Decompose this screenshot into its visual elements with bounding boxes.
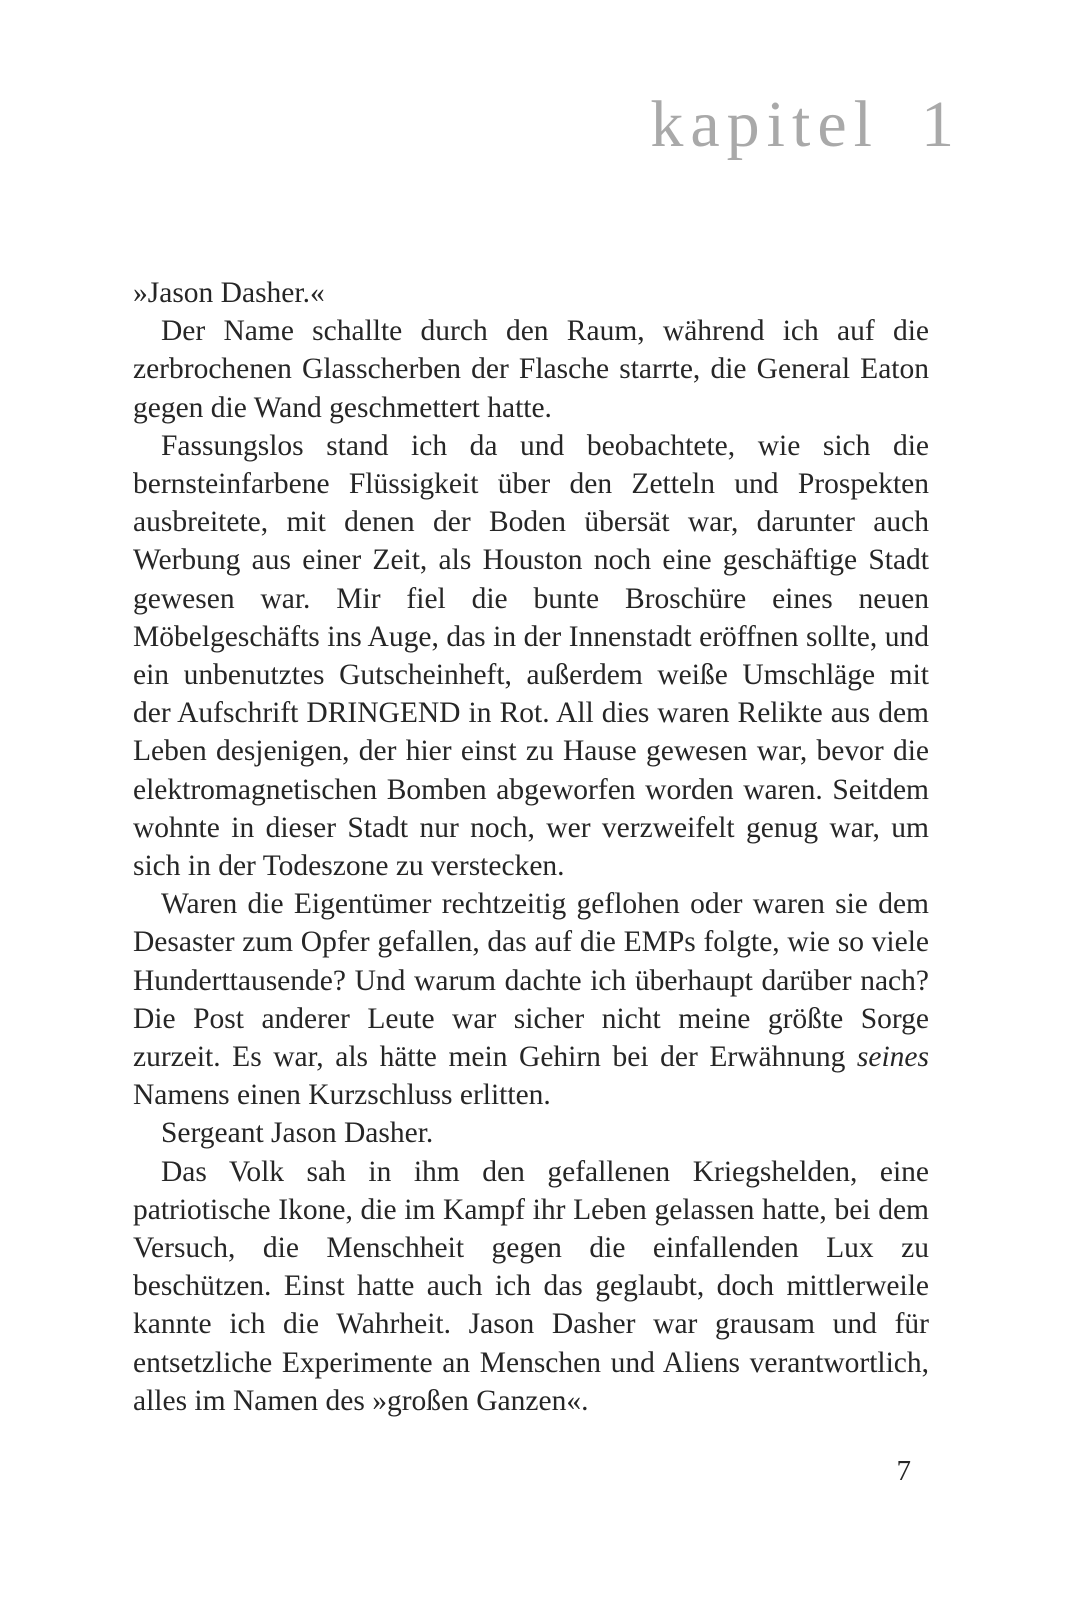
paragraph: Fassungslos stand ich da und beobachtete, wie sich die bernsteinfarbene Flüssigkeit über den Zetteln und Prospekten ausbreitete, mit denen der Boden übersät war, darunter auch Werbung aus einer Zeit, als Houston noch eine geschäftige Stadt gewesen war. Mir fiel die bunte Broschüre eines neuen Möbelgeschäfts ins Auge, das in der Innenstadt eröffnen sollte, und ein unbenutztes Gutscheinheft, außerdem weiße Umschläge mit der Aufschrift DRINGEND in Rot. All dies waren Relikte aus dem Leben desjenigen, der hier einst zu Hause gewesen war, bevor die elektromagnetischen Bomben abgeworfen worden waren. Seitdem wohnte in dieser Stadt nur noch, wer verzweifelt genug war, um sich in der Todeszone zu verstecken. [133,429,929,883]
paragraph: Der Name schallte durch den Raum, während ich auf die zerbrochenen Glasscherben der Flasche starrte, die General Eaton gegen die Wand geschmettert hatte. [133,315,929,424]
body-text [133,274,929,1420]
paragraph: Das Volk sah in ihm den gefallenen Kriegshelden, eine patriotische Ikone, die im Kampf ihr Leben gelassen hatte, bei dem Versuch, die Menschheit gegen die einfallenden Lux zu beschützen. Einst hatte auch ich das geglaubt, doch mittlerweile kannte ich die Wahrheit. Jason Dasher war grausam und für entsetzliche Experimente an Menschen und Aliens verantwortlich, alles im Namen des »großen Ganzen«. [133,1155,929,1417]
paragraph [133,885,929,1114]
paragraph: »Jason Dasher.« [133,277,325,309]
chapter-number: 1 [921,88,961,161]
paragraph-text: Waren die Eigentümer rechtzeitig geflohen oder waren sie dem Desaster zum Opfer gefallen, das auf die EMPs folgte, wie so viele Hunderttausende? Und warum dachte ich überhaupt darüber nach? Die Post anderer Leute war sicher nicht meine größte Sorge zurzeit. Es war, als hätte mein Gehirn bei der Erwähnung [133,888,929,1074]
page-number: 7 [896,1455,911,1487]
chapter-word: kapitel [650,88,879,161]
paragraph-text: Namens einen Kurzschluss erlitten. [133,1079,551,1112]
paragraph: Sergeant Jason Dasher. [161,1117,434,1150]
chapter-heading [650,88,961,161]
emphasis-text: seines [856,1041,929,1074]
